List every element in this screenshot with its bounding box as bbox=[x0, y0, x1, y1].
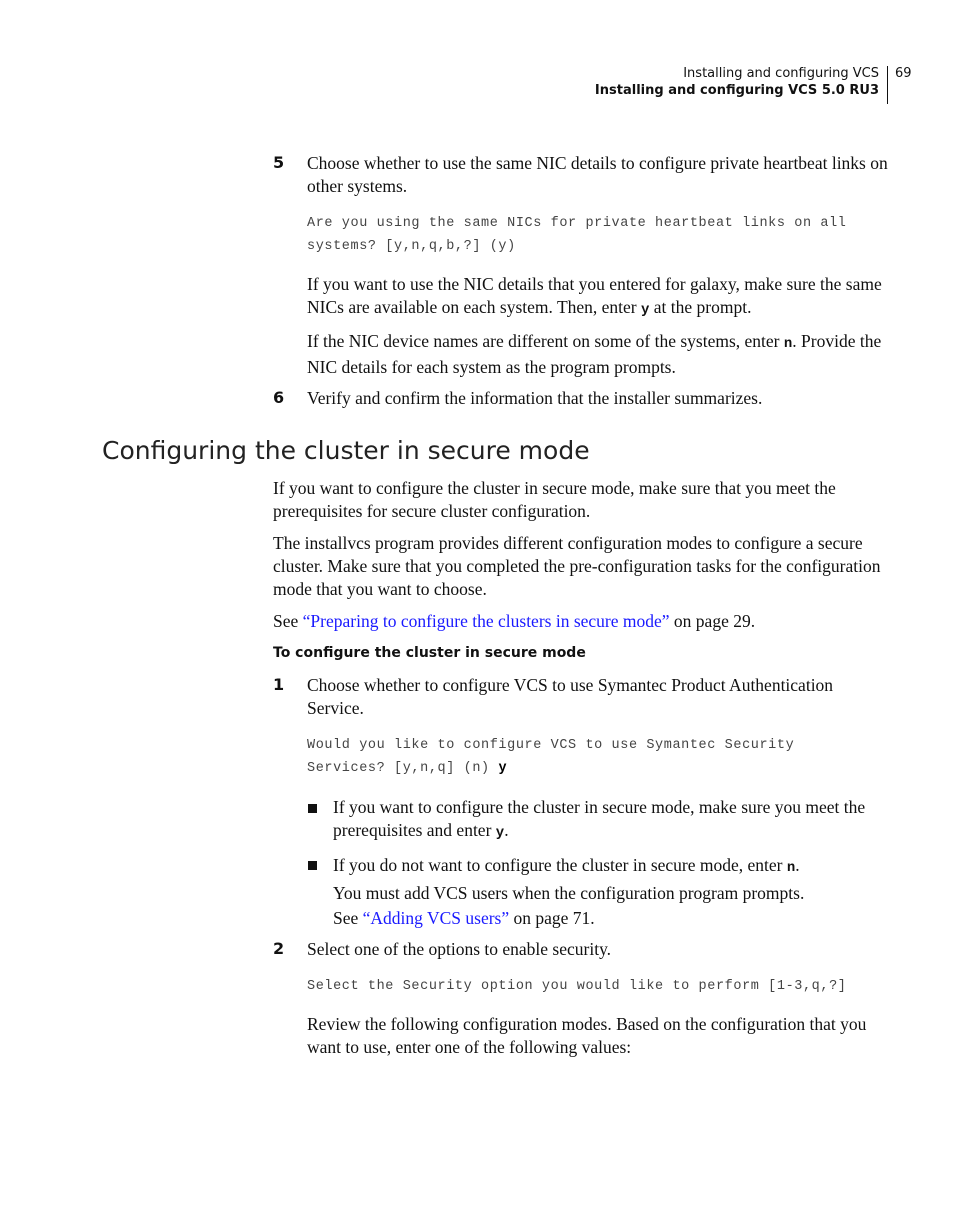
cross-reference bbox=[273, 610, 893, 633]
bullet-icon bbox=[308, 861, 317, 870]
text: at the prompt. bbox=[649, 297, 752, 317]
text: If the NIC device names are different on some of the systems, enter bbox=[307, 331, 784, 351]
link-preparing-secure-mode[interactable]: “Preparing to configure the clusters in secure mode” bbox=[302, 611, 670, 631]
cross-reference bbox=[333, 906, 893, 931]
step-number: 2 bbox=[273, 939, 285, 958]
header-divider bbox=[887, 66, 888, 104]
page-number: 69 bbox=[895, 66, 912, 81]
code-line: systems? [y,n,q,b,?] (y) bbox=[307, 239, 516, 254]
paragraph bbox=[307, 330, 892, 379]
text: If you do not want to configure the cluster in secure mode, enter bbox=[333, 855, 787, 875]
inline-code: y bbox=[641, 302, 650, 318]
text: on page 29. bbox=[669, 611, 756, 631]
code-line: Are you using the same NICs for private heartbeat links on all bbox=[307, 216, 847, 231]
link-adding-vcs-users[interactable]: “Adding VCS users” bbox=[362, 908, 510, 928]
text: . bbox=[504, 820, 509, 840]
section-heading: Configuring the cluster in secure mode bbox=[102, 436, 590, 465]
code-block bbox=[307, 212, 907, 258]
code-line bbox=[307, 757, 907, 780]
text: . Provide the NIC details for each system as the program prompts. bbox=[307, 331, 882, 377]
step-number: 1 bbox=[273, 675, 285, 694]
step-number: 5 bbox=[273, 153, 285, 172]
text: If you want to use the NIC details that you entered for galaxy, make sure the same NICs are available on each system. Then, enter bbox=[307, 274, 882, 317]
code-block bbox=[307, 734, 907, 780]
text: on page 71. bbox=[509, 908, 595, 928]
text: If you want to configure the cluster in secure mode, make sure you meet the prerequisites and enter bbox=[333, 797, 866, 840]
paragraph: The installvcs program provides different configuration modes to configure a secure cluster. Make sure that you completed the pre-configuration tasks for the configuration mode that you want to choose. bbox=[273, 533, 881, 599]
step-text: Choose whether to configure VCS to use Symantec Product Authentication Service. bbox=[307, 675, 834, 718]
inline-code: n bbox=[783, 336, 793, 352]
step-text: Choose whether to use the same NIC details to configure private heartbeat links on other systems. bbox=[307, 153, 888, 196]
line: You must add VCS users when the configuration program prompts. bbox=[333, 883, 805, 903]
step-number: 6 bbox=[273, 388, 285, 407]
running-header-chapter: Installing and configuring VCS bbox=[683, 66, 879, 81]
line bbox=[333, 853, 893, 881]
code-line: Would you like to configure VCS to use Symantec Security bbox=[307, 738, 795, 753]
inline-code: y bbox=[495, 825, 505, 841]
running-header-section: Installing and configuring VCS 5.0 RU3 bbox=[594, 83, 879, 98]
procedure-title: To configure the cluster in secure mode bbox=[273, 645, 586, 661]
paragraph: Review the following configuration modes. Based on the configuration that you want to use, enter one of the following values: bbox=[307, 1014, 867, 1057]
text: See bbox=[333, 908, 363, 928]
step-text: Verify and confirm the information that the installer summarizes. bbox=[307, 388, 763, 408]
code-block: Select the Security option you would like to perform [1-3,q,?] bbox=[307, 979, 847, 994]
step-text: Select one of the options to enable security. bbox=[307, 939, 612, 959]
paragraph bbox=[307, 273, 892, 322]
inline-code: n bbox=[786, 860, 796, 876]
code-text: Services? [y,n,q] (n) bbox=[307, 761, 499, 776]
paragraph: If you want to configure the cluster in secure mode, make sure that you meet the prerequisites for secure cluster configuration. bbox=[273, 478, 836, 521]
bullet-icon bbox=[308, 804, 317, 813]
code-input: y bbox=[498, 761, 508, 776]
text: . bbox=[795, 855, 800, 875]
bullet-item bbox=[333, 796, 893, 845]
text: See bbox=[273, 611, 303, 631]
bullet-item bbox=[333, 853, 893, 931]
